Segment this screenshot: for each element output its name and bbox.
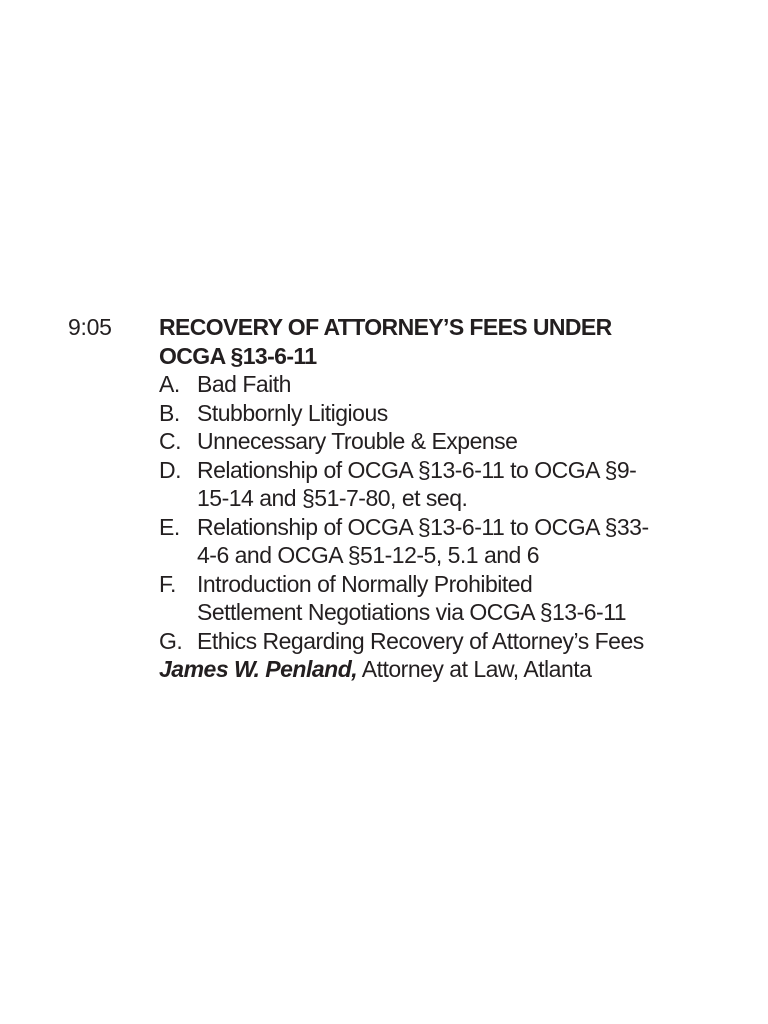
topic-text-line: Introduction of Normally Prohibited: [197, 570, 533, 597]
topic-text: [197, 427, 749, 456]
topic-text-line: Stubbornly Litigious: [197, 399, 388, 426]
topic-text: [197, 627, 749, 656]
topic-text-line: Unnecessary Trouble & Expense: [197, 428, 518, 454]
topic-item-e: [159, 513, 749, 570]
topic-text-line: 4-6 and OCGA §51-12-5, 5.1 and 6: [197, 542, 540, 568]
session-time: 9:05: [68, 314, 112, 340]
topic-text-line: Relationship of OCGA §13-6-11 to OCGA §9-: [197, 456, 637, 483]
agenda-entry: [0, 313, 768, 693]
topic-item-g: [159, 627, 749, 656]
topic-item-a: [159, 370, 749, 399]
topic-text-line: Relationship of OCGA §13-6-11 to OCGA §33-: [197, 513, 649, 540]
topic-text: [197, 570, 749, 627]
topic-text: [197, 456, 749, 513]
speaker-credit: [159, 655, 749, 684]
topic-item-d: [159, 456, 749, 513]
topic-letter: D.: [159, 456, 181, 483]
topic-text: [197, 399, 749, 428]
topic-text: [197, 370, 749, 399]
topic-text-line: Bad Faith: [197, 371, 291, 397]
topic-letter: E.: [159, 513, 180, 540]
topic-text: [197, 513, 749, 570]
topic-letter: F.: [159, 570, 176, 597]
topic-letter: B.: [159, 399, 180, 426]
topic-item-f: [159, 570, 749, 627]
topic-item-c: [159, 427, 749, 456]
topic-text-line: 15-14 and §51-7-80, et seq.: [197, 485, 468, 511]
speaker-name: James W. Penland,: [159, 656, 358, 682]
topic-text-line: Ethics Regarding Recovery of Attorney’s Fees: [197, 627, 644, 654]
session-title-line-1: RECOVERY OF ATTORNEY’S FEES UNDER: [159, 314, 612, 340]
session-title-line-2: OCGA §13-6-11: [159, 342, 317, 369]
topic-text-line: Settlement Negotiations via OCGA §13-6-11: [197, 599, 627, 625]
topic-letter: C.: [159, 428, 181, 454]
topic-outline: [159, 370, 749, 655]
session-content: [159, 313, 749, 684]
topic-item-b: [159, 399, 749, 428]
topic-letter: G.: [159, 627, 183, 654]
topic-letter: A.: [159, 371, 180, 397]
speaker-affiliation: Attorney at Law, Atlanta: [357, 656, 592, 682]
